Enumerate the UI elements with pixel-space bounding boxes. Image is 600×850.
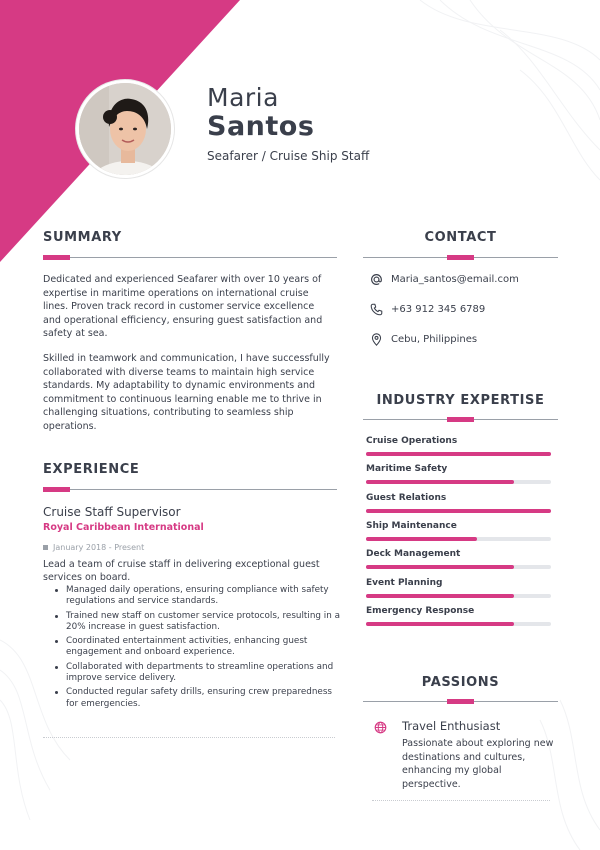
first-name: Maria — [207, 83, 279, 112]
passion-description: Passionate about exploring new destinations and cultures, enhancing my global perspective. — [402, 738, 554, 790]
contact-location — [370, 333, 477, 346]
passion-title: Travel Enthusiast — [402, 719, 501, 733]
experience-company: Royal Caribbean International — [43, 522, 204, 533]
last-name: Santos — [207, 111, 315, 142]
summary-paragraph-1: Dedicated and experienced Seafarer with over 10 years of expertise in maritime operations on international cruise lines. Proven track record in customer service excellence and operational efficiency, ensuring guest satisfaction and safety at sea. — [43, 274, 323, 339]
skill-label: Deck Management — [366, 549, 461, 560]
experience-end-divider — [43, 737, 335, 738]
phone-icon — [370, 303, 383, 316]
contact-phone[interactable] — [370, 303, 485, 316]
skill-bar-fill — [366, 509, 551, 513]
summary-divider — [43, 257, 337, 258]
list-item: Collaborated with departments to streamline operations and improve service delivery. — [52, 662, 342, 685]
experience-accent-bar — [43, 487, 70, 492]
skill-bar-fill — [366, 565, 514, 569]
experience-bullet-list — [52, 585, 342, 713]
skill-bar-track — [366, 622, 551, 626]
contact-phone-text: +63 912 345 6789 — [391, 304, 486, 315]
skill-bar-fill — [366, 452, 551, 456]
passions-accent-bar — [447, 699, 474, 704]
skill-bar-track — [366, 509, 551, 513]
skill-label: Guest Relations — [366, 492, 447, 503]
contact-email-text: Maria_santos@email.com — [391, 274, 519, 285]
experience-role: Cruise Staff Supervisor — [43, 505, 181, 519]
skill-label: Ship Maintenance — [366, 520, 457, 531]
contact-email[interactable] — [370, 273, 519, 286]
contact-accent-bar — [447, 255, 474, 260]
at-icon — [370, 273, 383, 286]
summary-accent-bar — [43, 255, 70, 260]
skill-bar-track — [366, 452, 551, 456]
expertise-accent-bar — [447, 417, 474, 422]
map-pin-icon — [370, 333, 383, 346]
job-title: Seafarer / Cruise Ship Staff — [207, 149, 370, 163]
avatar — [76, 80, 174, 178]
skill-bar-fill — [366, 480, 514, 484]
list-item: Conducted regular safety drills, ensuring crew preparedness for emergencies. — [52, 687, 342, 710]
experience-divider — [43, 489, 337, 490]
experience-heading: EXPERIENCE — [43, 462, 140, 477]
skill-bar-track — [366, 480, 551, 484]
experience-description: Lead a team of cruise staff in delivering exceptional guest services on board. — [43, 559, 320, 583]
skill-label: Maritime Safety — [366, 464, 448, 475]
list-item: Managed daily operations, ensuring compliance with safety regulations and service standards. — [52, 585, 342, 608]
summary-heading: SUMMARY — [43, 230, 122, 245]
experience-date — [43, 543, 144, 552]
globe-icon — [374, 721, 387, 734]
skill-bar-fill — [366, 537, 477, 541]
contact-heading: CONTACT — [424, 230, 497, 245]
date-marker-icon — [43, 545, 48, 550]
skill-label: Emergency Response — [366, 605, 475, 616]
summary-paragraph-2: Skilled in teamwork and communication, I have successfully collaborated with diverse teams to maintain high service standards. My adaptability to dynamic environments and commitment to continuous learning enable me to thrive in challenging situations, contributing to seamless ship operations. — [43, 353, 330, 432]
skill-label: Event Planning — [366, 577, 443, 588]
skill-bar-fill — [366, 622, 514, 626]
skill-bar-fill — [366, 594, 514, 598]
list-item: Trained new staff on customer service protocols, resulting in a 20% increase in guest satisfaction. — [52, 611, 342, 634]
contact-location-text: Cebu, Philippines — [391, 334, 478, 345]
list-item: Coordinated entertainment activities, enhancing guest engagement and onboard experience. — [52, 636, 342, 659]
skill-bar-track — [366, 594, 551, 598]
expertise-heading: INDUSTRY EXPERTISE — [376, 393, 545, 408]
skill-bar-track — [366, 565, 551, 569]
skill-bar-track — [366, 537, 551, 541]
skill-label: Cruise Operations — [366, 436, 458, 446]
experience-date-text: January 2018 - Present — [53, 543, 145, 552]
passions-end-divider — [372, 800, 550, 801]
passions-heading: PASSIONS — [421, 675, 500, 690]
